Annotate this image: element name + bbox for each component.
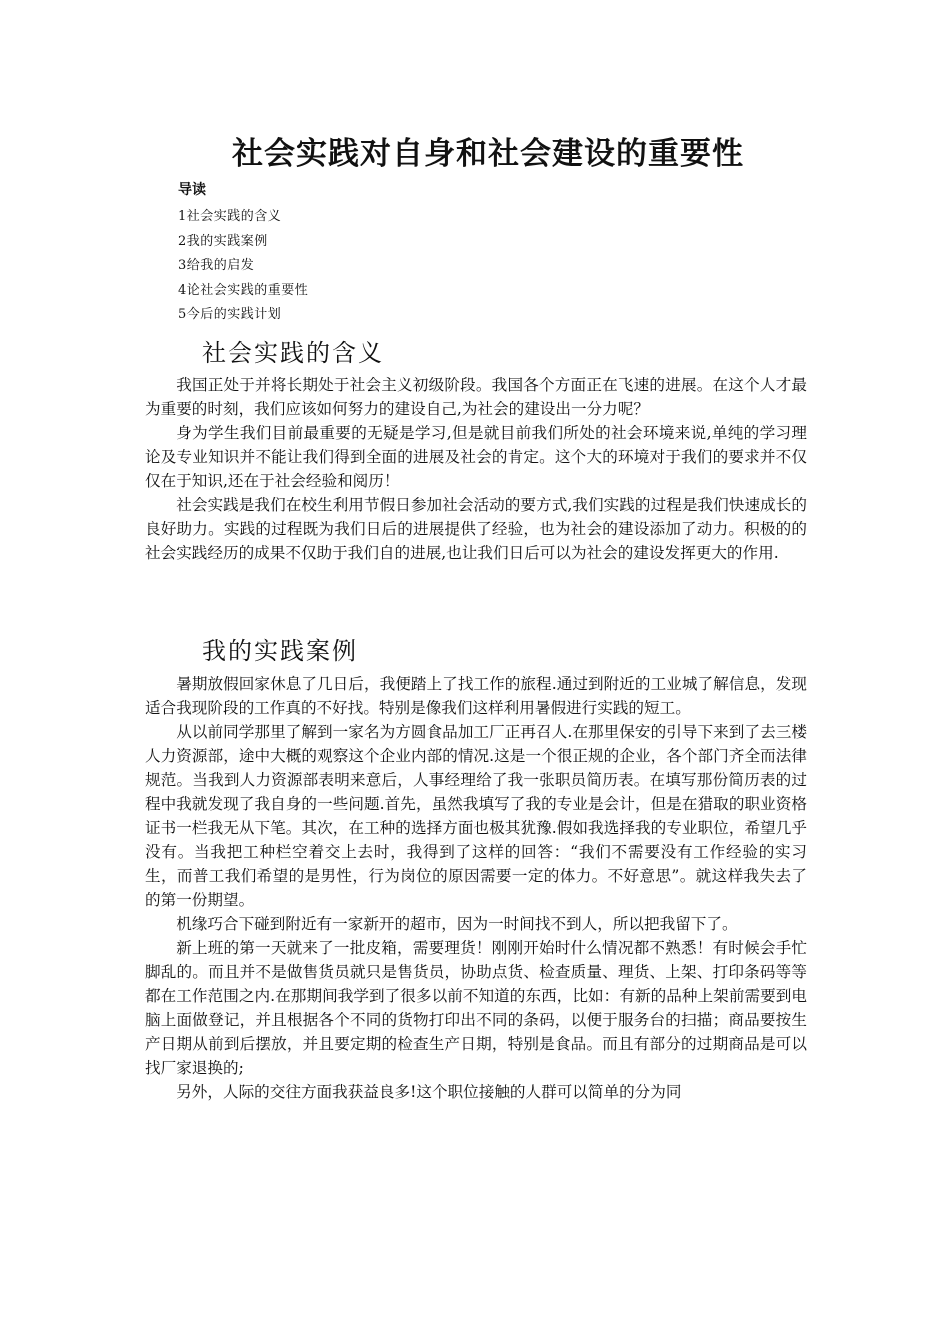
toc-item: 1社会实践的含义: [178, 209, 282, 224]
section-body-case: [145, 672, 807, 1104]
toc-heading: 导读: [178, 182, 206, 198]
section-heading-case: 我的实践案例: [202, 637, 358, 665]
section-body-meaning: [145, 373, 807, 565]
section-heading-meaning: 社会实践的含义: [202, 339, 384, 367]
toc-item: 2我的实践案例: [178, 233, 268, 249]
paragraph: 社会实践是我们在校生利用节假日参加社会活动的要方式,我们实践的过程是我们快速成长的良好助力。实践的过程既为我们日后的进展提供了经验，也为社会的建设添加了动力。积极的的社会实践经历的成果不仅助于我们自的进展,也让我们日后可以为社会的建设发挥更大的作用.: [145, 496, 807, 562]
paragraph: 从以前同学那里了解到一家名为方圆食品加工厂正再召人.在那里保安的引导下来到了去三楼人力资源部，途中大概的观察这个企业内部的情况.这是一个很正规的企业，各个部门齐全而法律规范。当我到人力资源部表明来意后，人事经理给了我一张职员简历表。在填写那份简历表的过程中我就发现了我自身的一些问题.首先，虽然我填写了我的专业是会计，但是在猎取的职业资格证书一栏我无从下笔。其次，在工种的选择方面也极其犹豫.假如我选择我的专业职位，希望几乎没有。当我把工种栏空着交上去时，我得到了这样的回答：“我们不需要没有工作经验的实习生，而普工我们希望的是男性，行为岗位的原因需要一定的体力。不好意思”。就这样我失去了的第一份期望。: [145, 723, 807, 909]
toc-item: 4论社会实践的重要性: [178, 282, 309, 298]
paragraph: 另外，人际的交往方面我获益良多!这个职位接触的人群可以简单的分为同: [176, 1083, 682, 1101]
table-of-contents: [178, 180, 308, 328]
paragraph: 新上班的第一天就来了一批皮箱，需要理货！刚刚开始时什么情况都不熟悉！有时候会手忙脚乱的。而且并不是做售货员就只是售货员，协助点货、检查质量、理货、上架、打印条码等等都在工作范围之内.在那期间我学到了很多以前不知道的东西，比如：有新的品种上架前需要到电脑上面做登记，并且根据各个不同的货物打印出不同的条码，以便于服务台的扫描；商品要按生产日期从前到后摆放，并且要定期的检查生产日期，特别是食品。而且有部分的过期商品是可以找厂家退换的;: [145, 939, 807, 1077]
document-title: 社会实践对自身和社会建设的重要性: [232, 136, 744, 172]
paragraph: 暑期放假回家休息了几日后，我便踏上了找工作的旅程.通过到附近的工业城了解信息，发现适合我现阶段的工作真的不好找。特别是像我们这样利用暑假进行实践的短工。: [145, 675, 807, 717]
toc-item: 3给我的启发: [178, 258, 255, 273]
toc-item: 5今后的实践计划: [178, 307, 282, 322]
paragraph: 我国正处于并将长期处于社会主义初级阶段。我国各个方面正在飞速的进展。在这个人才最为重要的时刻，我们应该如何努力的建设自己,为社会的建设出一分力呢？: [145, 376, 807, 418]
paragraph: 机缘巧合下碰到附近有一家新开的超市，因为一时间找不到人，所以把我留下了。: [176, 915, 738, 933]
paragraph: 身为学生我们目前最重要的无疑是学习,但是就目前我们所处的社会环境来说,单纯的学习理论及专业知识并不能让我们得到全面的进展及社会的肯定。这个大的环境对于我们的要求并不仅仅在于知识,还在于社会经验和阅历！: [145, 424, 807, 490]
toc-list: [178, 205, 308, 328]
